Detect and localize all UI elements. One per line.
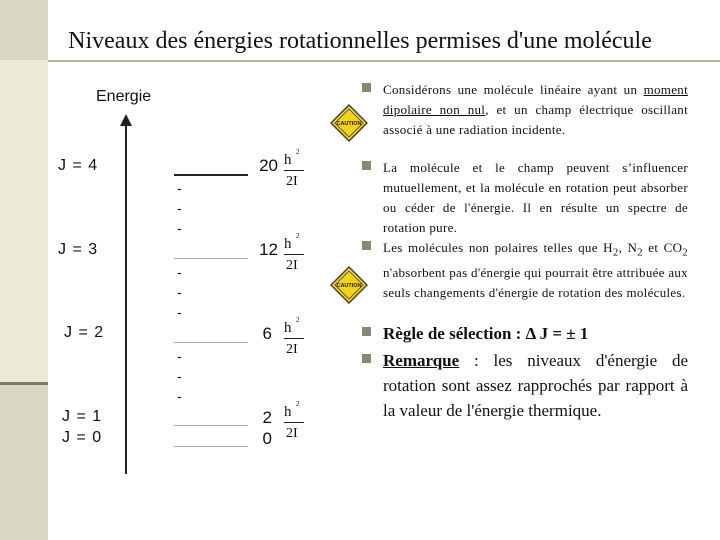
- fraction-bar: [284, 422, 304, 423]
- bullet-marker: [362, 327, 371, 336]
- gap-dash: -: [177, 348, 182, 364]
- fraction-denominator: 2I: [286, 174, 298, 189]
- bullet-marker: [362, 354, 371, 363]
- level-line-j2: [174, 342, 248, 343]
- gap-dash: -: [177, 180, 182, 196]
- fraction-numerator: h: [284, 152, 292, 168]
- gap-dash: -: [177, 304, 182, 320]
- bullet-text: La molécule et le champ peuvent s’influencer mutuellement, et la molécule en rotation peut absorber ou céder de l'énergie. Il en résulte un spectre de rotation pure.: [383, 160, 688, 235]
- bullet-marker: [362, 83, 371, 92]
- gap-dash: -: [177, 368, 182, 384]
- caution-sign-text: CAUTION: [336, 121, 362, 127]
- fraction-denominator: 2I: [286, 426, 298, 441]
- bullet-marker: [362, 241, 371, 250]
- bullet-text: Remarque : les niveaux d'énergie de rotation sont assez rapprochés par rapport à la valeur de l'énergie thermique.: [383, 351, 688, 420]
- fraction-bar: [284, 254, 304, 255]
- fraction-numerator: h: [284, 236, 292, 252]
- level-multiplier-j2: 6: [262, 324, 272, 343]
- level-label-j2: J = 2: [64, 324, 105, 341]
- fraction-exponent: 2: [296, 400, 300, 408]
- gap-dash: -: [177, 200, 182, 216]
- gap-dash: -: [177, 388, 182, 404]
- level-label-j0: J = 0: [62, 429, 103, 446]
- fraction-numerator: h: [284, 404, 292, 420]
- bullet-text: Règle de sélection : Δ J = ± 1: [383, 324, 589, 343]
- level-label-j3: J = 3: [58, 241, 99, 258]
- level-line-j4: [174, 174, 248, 176]
- fraction-numerator: h: [284, 320, 292, 336]
- gap-dash: -: [177, 284, 182, 300]
- level-multiplier-j1: 2: [262, 408, 272, 427]
- side-bar-bottom: [0, 382, 48, 540]
- level-line-j0: [174, 446, 248, 447]
- title-divider: [48, 60, 720, 62]
- fraction-exponent: 2: [296, 148, 300, 156]
- fraction-bar: [284, 338, 304, 339]
- caution-sign-text: CAUTION: [336, 283, 362, 289]
- bullet-text: Les molécules non polaires telles que $H_2$, $N_2$ et $CO_2$ n'absorbent pas d'énergie qui pourrait être attribuée aux seuls changements d'énergie de rotation des molécules.: [383, 240, 688, 300]
- fraction-exponent: 2: [296, 316, 300, 324]
- slide-title: Niveaux des énergies rotationnelles permises d'une molécule: [68, 28, 652, 54]
- caution-sign-icon: [330, 266, 368, 304]
- fraction-bar: [284, 170, 304, 171]
- fraction-denominator: 2I: [286, 342, 298, 357]
- fraction-denominator: 2I: [286, 258, 298, 273]
- level-line-j1: [174, 425, 248, 426]
- caution-sign-icon: [330, 104, 368, 142]
- side-bar-divider: [0, 382, 48, 385]
- level-multiplier-j0: 0: [262, 429, 272, 448]
- energy-axis: [125, 124, 127, 474]
- gap-dash: -: [177, 264, 182, 280]
- side-bar-middle: [0, 60, 48, 382]
- energy-axis-label: Energie: [96, 88, 152, 105]
- level-label-j1: J = 1: [62, 408, 103, 425]
- level-multiplier-j3: 12: [259, 240, 278, 259]
- bullet-text: Considérons une molécule linéaire ayant un moment dipolaire non nul, et un champ électrique oscillant associé à une radiation incidente.: [383, 82, 688, 137]
- fraction-exponent: 2: [296, 232, 300, 240]
- level-multiplier-j4: 20: [259, 156, 278, 175]
- level-label-j4: J = 4: [58, 157, 99, 174]
- gap-dash: -: [177, 220, 182, 236]
- level-line-j3: [174, 258, 248, 259]
- bullet-marker: [362, 161, 371, 170]
